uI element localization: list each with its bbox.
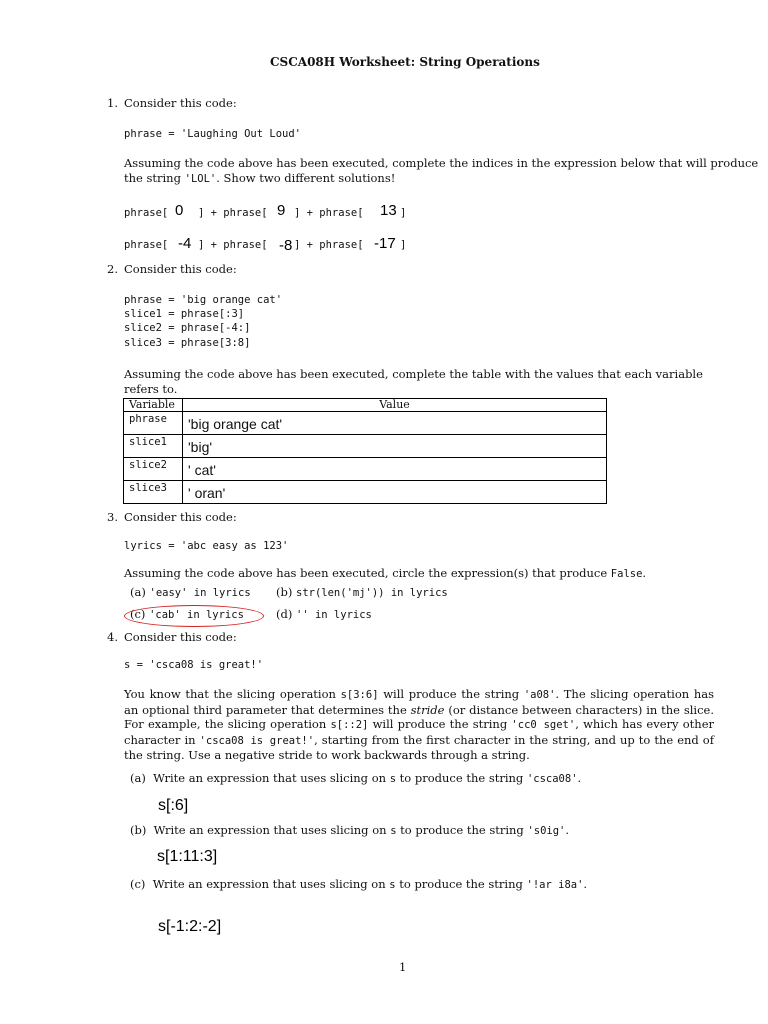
answer-circle-mark <box>124 605 264 627</box>
table-cell-value: ' oran' <box>183 481 607 504</box>
question-2-code-line: slice1 = phrase[:3] <box>124 308 245 320</box>
question-3-number: 3. <box>107 510 118 524</box>
question-1-instruction: Assuming the code above has been executed, complete the indices in the expression below that will produce <box>124 156 759 170</box>
table-row <box>124 458 607 481</box>
question-4-number: 4. <box>107 630 118 644</box>
question-2-code-line: slice2 = phrase[-4:] <box>124 322 251 334</box>
table-row <box>124 481 607 504</box>
question-4-code: s = 'csca08 is great!' <box>124 659 264 671</box>
question-2-code-line: phrase = 'big orange cat' <box>124 294 283 306</box>
part-a-answer: s[:6] <box>158 797 189 814</box>
answer-index: -4 <box>178 235 192 252</box>
table-header-variable: Variable <box>124 399 183 412</box>
table-cell-value: ' cat' <box>183 458 607 481</box>
page-title: CSCA08H Worksheet: String Operations <box>270 55 540 69</box>
part-a-prompt: (a) Write an expression that uses slicing on s to produce the string 'csca08'. <box>130 771 582 785</box>
part-c-prompt: (c) Write an expression that uses slicing on s to produce the string '!ar i8a'. <box>130 877 588 891</box>
table-cell-variable: slice2 <box>124 458 183 481</box>
part-b-prompt: (b) Write an expression that uses slicing on s to produce the string 's0ig'. <box>130 823 570 837</box>
table-row <box>124 435 607 458</box>
question-3-instruction: Assuming the code above has been executed, circle the expression(s) that produce False. <box>124 566 647 580</box>
values-table <box>123 398 607 504</box>
table-header-value: Value <box>183 399 607 412</box>
table-header-row <box>124 399 607 412</box>
table-row <box>124 412 607 435</box>
question-1-intro: Consider this code: <box>124 96 237 110</box>
question-2-instruction: Assuming the code above has been executed, complete the table with the values that each variable refers to. <box>124 367 703 396</box>
part-c-answer: s[-1:2:-2] <box>158 918 222 935</box>
question-1-code: phrase = 'Laughing Out Loud' <box>124 128 302 140</box>
answer-index: 0 <box>175 202 184 219</box>
answer-index: -8 <box>279 237 293 254</box>
question-4-intro: Consider this code: <box>124 630 237 644</box>
option-a[interactable]: (a) 'easy' in lyrics <box>130 585 251 599</box>
answer-index: 13 <box>380 202 397 219</box>
question-4-paragraph: You know that the slicing operation s[3:6] will produce the string 'a08'. The slicing operation has an optional third parameter that determines the stride (or distance between characters) in the slice. For example, the slicing operation s[::2] will produce the string 'cc0 sget', which has every other character in 'csca08 is great!', starting from the first character in the string, and up to the end of the string. Use a negative stride to work backwards through a string. <box>124 687 715 762</box>
table-cell-value: 'big' <box>183 435 607 458</box>
table-cell-value: 'big orange cat' <box>183 412 607 435</box>
question-2-intro: Consider this code: <box>124 262 237 276</box>
answer-index: 9 <box>277 202 286 219</box>
question-2-code-line: slice3 = phrase[3:8] <box>124 337 251 349</box>
table-cell-variable: slice3 <box>124 481 183 504</box>
option-b[interactable]: (b) str(len('mj')) in lyrics <box>276 585 448 599</box>
option-c[interactable]: (c) 'cab' in lyrics <box>130 607 244 621</box>
table-cell-variable: slice1 <box>124 435 183 458</box>
option-d[interactable]: (d) '' in lyrics <box>276 607 372 621</box>
table-cell-variable: phrase <box>124 412 183 435</box>
part-b-answer: s[1:11:3] <box>157 848 218 865</box>
question-3-intro: Consider this code: <box>124 510 237 524</box>
question-1-instruction-line2: the string 'LOL'. Show two different solutions! <box>124 171 396 185</box>
answer-index: -17 <box>374 235 396 252</box>
question-1-number: 1. <box>107 96 118 110</box>
question-2-number: 2. <box>107 262 118 276</box>
page-number: 1 <box>399 960 407 974</box>
question-3-code: lyrics = 'abc easy as 123' <box>124 540 289 552</box>
